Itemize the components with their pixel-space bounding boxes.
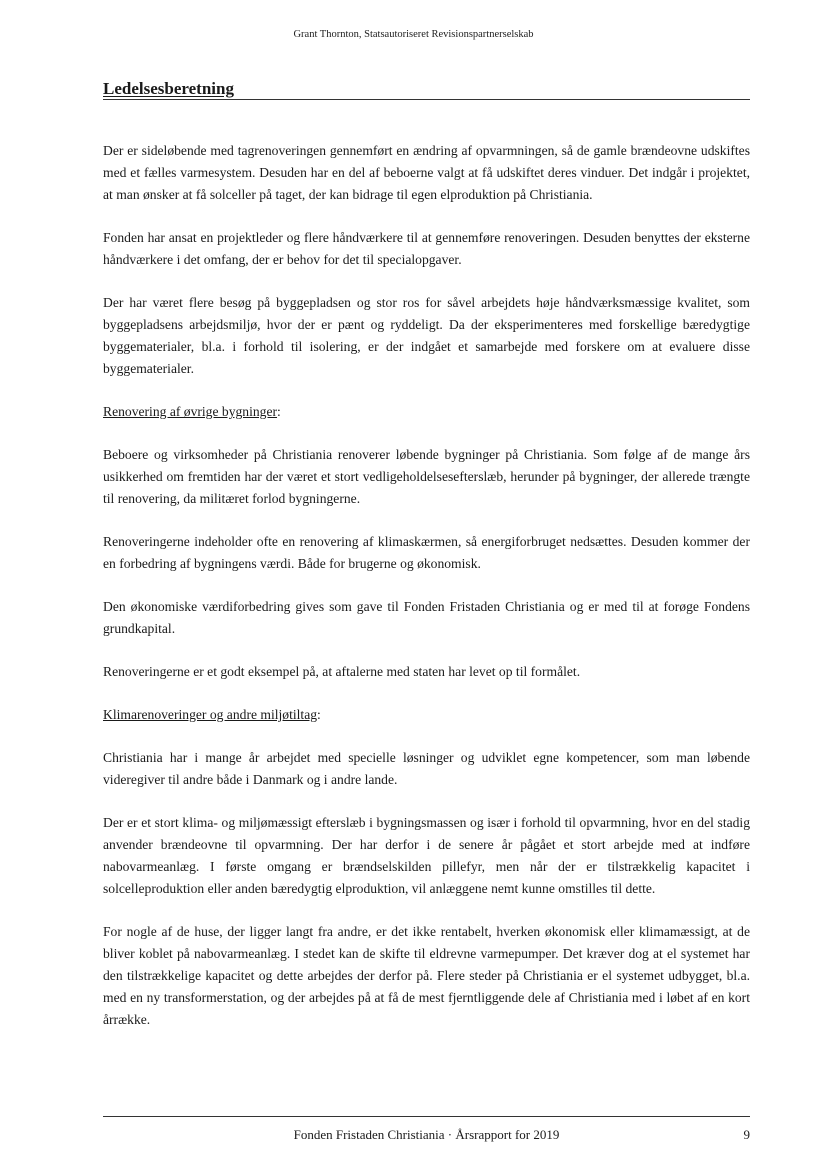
subheading-text: Renovering af øvrige bygninger <box>103 404 278 419</box>
subheading-colon: : <box>317 707 321 722</box>
footer-divider <box>103 1116 750 1117</box>
paragraph: Der er sideløbende med tagrenoveringen gennemført en ændring af opvarmningen, så de gamle brændeovne udskiftes med et fælles varmesystem. Desuden har en del af beboerne valgt at få udskiftet deres vinduer. Det indgår i projektet, at man ønsker at få solceller på taget, der kan bidrage til egen elproduktion på Christiania. <box>103 143 750 202</box>
document-body <box>103 140 750 1031</box>
paragraph: Beboere og virksomheder på Christiania renoverer løbende bygninger på Christiania. Som følge af de mange års usikkerhed om fremtiden har der været et stort vedligeholdelsesefterslæb, herunder på bygninger, der allerede trængte til renovering, da militæret forlod bygningerne. <box>103 447 750 506</box>
subheading-colon: : <box>277 404 281 419</box>
section-title <box>103 79 750 100</box>
subheading-renovering <box>103 401 750 423</box>
paragraph: Den økonomiske værdiforbedring gives som gave til Fonden Fristaden Christiania og er med til at forøge Fondens grundkapital. <box>103 599 750 636</box>
page-number: 9 <box>743 1127 750 1142</box>
subheading-text: Klimarenoveringer og andre miljøtiltag <box>103 707 318 722</box>
paragraph: Fonden har ansat en projektleder og flere håndværkere til at gennemføre renoveringen. Desuden benyttes der eksterne håndværkere i det omfang, der er behov for det til specialopgaver. <box>103 230 750 267</box>
paragraph: Renoveringerne er et godt eksempel på, at aftalerne med staten har levet op til formålet. <box>103 664 581 679</box>
paragraph: For nogle af de huse, der ligger langt fra andre, er det ikke rentabelt, hverken økonomisk eller klimamæssigt, at de bliver koblet på nabovarmeanlæg. I stedet kan de skifte til eldrevne varmepumper. Det kræver dog at el systemet har den tilstrækkelige kapacitet og dette arbejdes der derfor på. Flere steder på Christiania er el systemet udbygget, bl.a. med en ny transformerstation, og der arbejdes på at få de mest fjerntliggende dele af Christiania med i løbet af en kort årrække. <box>103 924 750 1027</box>
subheading-klima <box>103 704 750 726</box>
page-footer <box>103 1127 750 1143</box>
paragraph: Der har været flere besøg på byggepladsen og stor ros for såvel arbejdets høje håndværksmæssige kvalitet, som byggepladsens arbejdsmiljø, hvor der er pænt og ryddeligt. Da der eksperimenteres med forskellige bæredygtige byggematerialer, bl.a. i forhold til isolering, er der indgået et samarbejde med forskere om at evaluere disse byggematerialer. <box>103 295 750 376</box>
section-title-text: Ledelsesberetning <box>103 79 234 98</box>
paragraph: Der er et stort klima- og miljømæssigt efterslæb i bygningsmassen og især i forhold til opvarmning, hvor en del stadig anvender brændeovne til opvarmning. Der har derfor i de senere år pågået et stort arbejde med at indføre nabovarmeanlæg. I første omgang er brændselskilden pillefyr, men når der er tilstrækkelig kapacitet i solcelleproduktion eller anden bæredygtig elproduktion, vil anlæggene nemt kunne omstilles til dette. <box>103 815 750 896</box>
paragraph: Christiania har i mange år arbejdet med specielle løsninger og udviklet egne kompetencer, som man løbende videregiver til andre både i Danmark og i andre lande. <box>103 750 750 787</box>
page-header: Grant Thornton, Statsautoriseret Revisionspartnerselskab <box>293 29 534 40</box>
footer-text: Fonden Fristaden Christiania · Årsrapport for 2019 <box>293 1127 560 1142</box>
paragraph: Renoveringerne indeholder ofte en renovering af klimaskærmen, så energiforbruget nedsættes. Desuden kommer der en forbedring af bygningens værdi. Både for brugerne og økonomisk. <box>103 534 750 571</box>
